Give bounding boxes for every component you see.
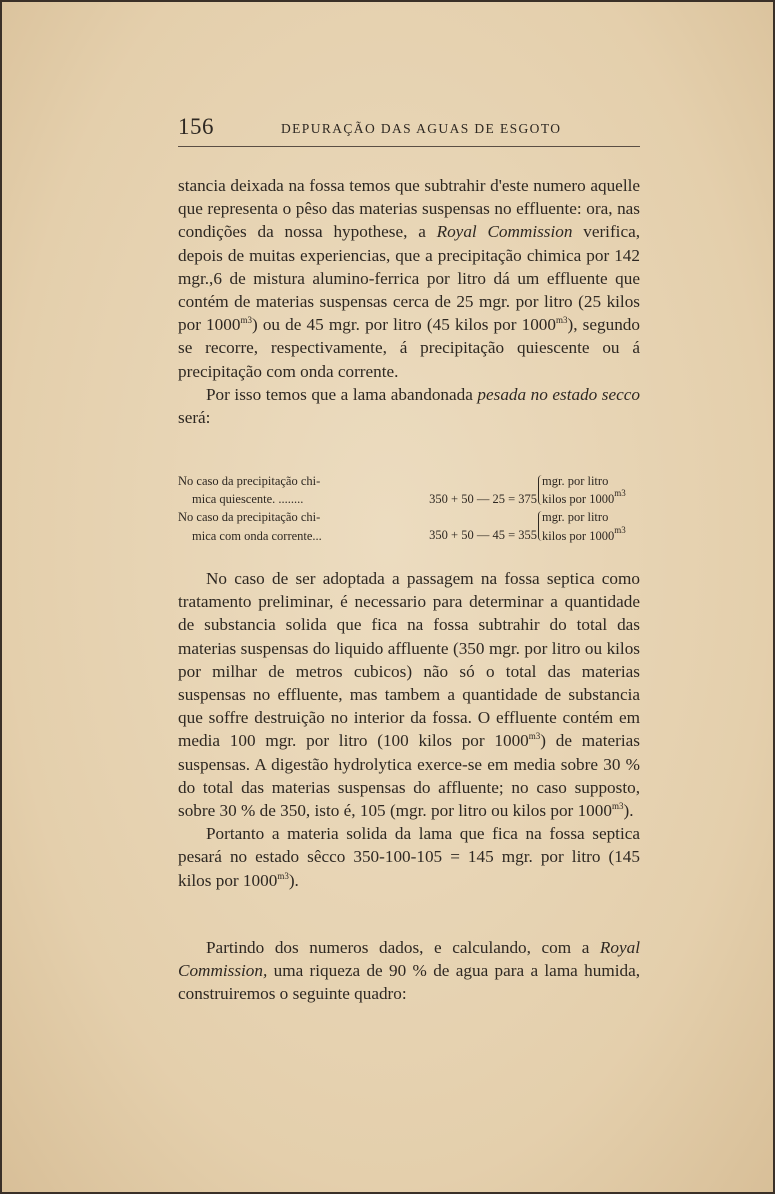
page-header xyxy=(178,110,640,147)
calculation-table xyxy=(178,472,648,545)
text-block-middle xyxy=(178,567,640,892)
royal-commission-italic: Royal Commission, xyxy=(178,938,640,981)
row-label: No caso da precipitação chi- mica com onda corrente... xyxy=(178,510,322,543)
row-label: No caso da precipitação chi- mica quiescente. ........ xyxy=(178,474,321,507)
table-row xyxy=(178,472,648,508)
paragraph-lama-abandonada: Por isso temos que a lama abandonada pesada no estado secco será: xyxy=(178,384,640,428)
text-block-top xyxy=(178,174,640,429)
paragraph-fossa-septica: No caso de ser adoptada a passagem na fossa septica como tratamento preliminar, é necessario para determinar a quantidade de substancia solida que fica na fossa subtrahir do total das materias suspensas do liquido affluente (350 mgr. por litro ou kilos por milhar de metros cubicos) não só o total das materias suspensas no effluente, mas tambem a quantidade de substancia que soffre destruição no interior da fossa. O effluente contém em media 100 mgr. por litro (100 kilos por $1000^{m3}$) de materias suspensas. A digestão hydrolytica exerce-se em media sobre 30 % do total das materias suspensas do affluente; no caso supposto, sobre 30 % de 350, isto é, 105 (mgr. por litro ou kilos por $1000^{m3}$). xyxy=(178,569,640,821)
pesada-italic: pesada no estado secco xyxy=(477,384,640,404)
text-block-bottom xyxy=(178,936,640,1006)
page-number: 156 xyxy=(178,114,214,139)
row-formula: 350 + 50 — 25 = 375 xyxy=(429,492,537,506)
paragraph-quadro: Partindo dos numeros dados, e calculando, com a Royal Commission, uma riqueza de 90 % de agua para a lama humida, construiremos o seguinte quadro: xyxy=(178,938,640,1004)
row-units: mgr. por litro kilos por $1000^{m3}$ xyxy=(542,510,626,543)
royal-commission-italic: Royal Commission xyxy=(436,222,573,242)
running-title: DEPURAÇÃO DAS AGUAS DE ESGOTO xyxy=(281,121,562,136)
row-units: mgr. por litro kilos por $1000^{m3}$ xyxy=(542,474,626,507)
paragraph-materia-solida: Portanto a materia solida da lama que fica na fossa septica pesará no estado sêcco 350-100-105 = 145 mgr. por litro (145 kilos por $1000^{m3}$). xyxy=(178,824,640,890)
table-row xyxy=(178,508,648,544)
paragraph-precipitation: stancia deixada na fossa temos que subtrahir d'este numero aquelle que representa o pêso das materias suspensas no effluente: ora, nas condições da nossa hypothese, a Royal Commission verifica, depois de muitas experiencias, que a precipitação chimica por 142 mgr.,6 de mistura alumino-ferrica por litro dá um effluente que contém de materias suspensas cerca de 25 mgr. por litro (25 kilos por $1000^{m3}$) ou de 45 mgr. por litro (45 kilos por $1000^{m3}$), segundo se recorre, respectivamente, á precipitação quiescente ou á precipitação com onda corrente. xyxy=(178,176,640,381)
row-formula: 350 + 50 — 45 = 355 xyxy=(429,528,537,543)
